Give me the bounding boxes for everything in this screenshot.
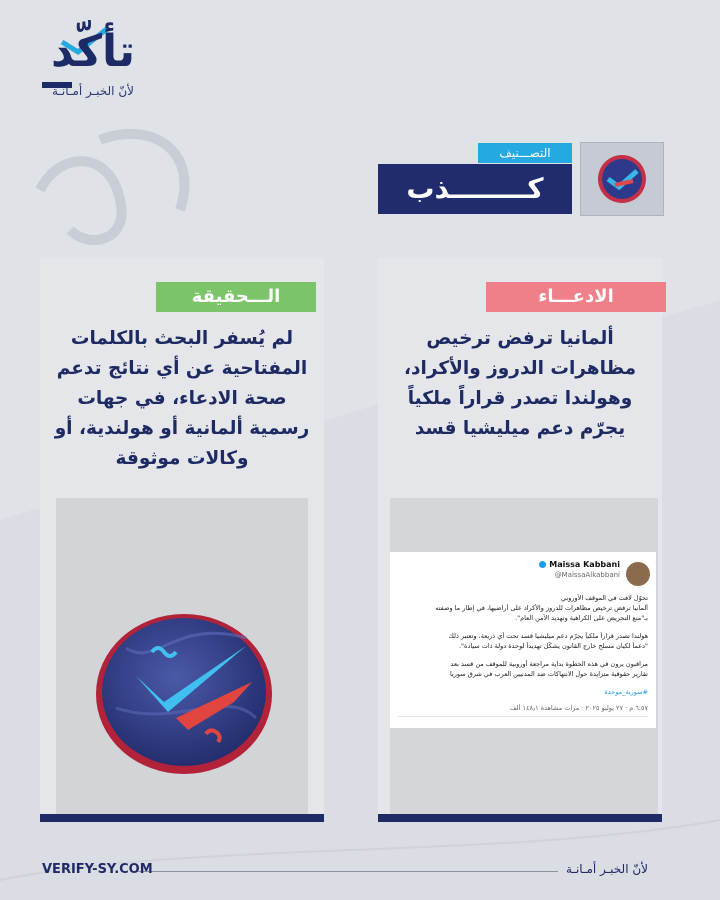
verified-icon	[539, 561, 546, 568]
tweet-line: ألمانيا ترفض ترخيص مظاهرات للدروز والأكراد على أراضيها، في إطار ما وصفته	[435, 604, 648, 612]
tweet-meta: ٦:٥٧ م · ٢٧ يوليو ٢٠٢٥ · مرات مشاهدة ١٤٨٫١ ألف	[509, 704, 648, 712]
footer-url[interactable]: VERIFY-SY.COM	[42, 862, 153, 877]
brand-name: تأكّد	[50, 26, 136, 77]
verdict-badge: كــــــــذب	[378, 164, 572, 214]
tweet-screenshot	[390, 552, 656, 728]
tweet-line: تقارير حقوقية متزايدة حول الانتهاكات ضد المدنيين العرب في شرق سوريا	[449, 670, 648, 678]
tweet-divider	[398, 716, 648, 717]
footer-tagline: لأنّ الخبـر أمـانـة	[566, 862, 649, 876]
tweet-line: "دعماً لكيان مسلح خارج القانون يشكّل تهديداً لوحدة دولة ذات سيادة".	[458, 642, 648, 650]
tweet-line: بـ"منع التحريض على الكراهية وتهديد الأمن العام".	[515, 614, 648, 622]
tweet-author-handle: @MaissaAlkabbani	[554, 571, 620, 579]
tweet-line: مراقبون يرون في هذه الخطوة بداية مراجعة أوروبية للموقف من قسد بعد	[450, 660, 648, 668]
source-avatar-box	[580, 142, 664, 216]
verify-logo-image	[56, 498, 308, 814]
truth-card	[40, 258, 324, 822]
claim-text: ألمانيا ترفض ترخيص مظاهرات الدروز والأكراد، وهولندا تصدر قراراً ملكياً يجرّم دعم ميليشيا قسد	[403, 328, 637, 439]
verify-emblem-icon	[56, 498, 308, 814]
brand-logo	[38, 22, 148, 112]
truth-chip: الـــحقيقة	[156, 282, 316, 312]
classification-label: التصـــنيف	[478, 143, 572, 163]
badge-icon	[581, 143, 663, 215]
truth-text: لم يُسفر البحث بالكلمات المفتاحية عن أي نتائج تدعم صحة الادعاء، في جهات رسمية ألمانية أو هولندية، أو وكالات موثوقة	[54, 328, 310, 469]
tweet-line: تحوّل لافت في الموقف الأوروبي	[561, 594, 648, 602]
brand-tagline: لأنّ الخبـر أمـانـة	[51, 84, 134, 98]
claim-card	[378, 258, 662, 822]
footer-divider	[138, 871, 558, 872]
tweet-author-name-text: Maissa Kabbani	[549, 560, 620, 569]
tweet-hashtag[interactable]: #سورية_موحدة	[604, 688, 648, 696]
avatar	[626, 562, 650, 586]
tweet-author-name	[539, 560, 620, 569]
tweet-line: هولندا تصدر قراراً ملكياً يجرّم دعم ميليشيا قسد تحت أي ذريعة، وتعتبر ذلك	[448, 632, 648, 640]
claim-chip: الادعـــاء	[486, 282, 666, 312]
